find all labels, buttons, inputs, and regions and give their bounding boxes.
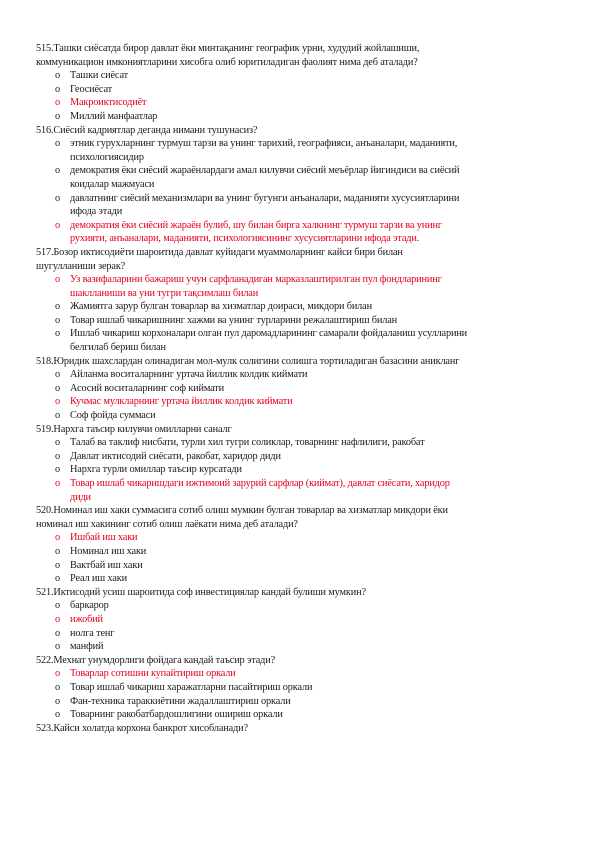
- answer-option-text: Кучмас мулкларнинг уртача йиллик колдик киймати: [70, 396, 293, 408]
- answer-option-text: Товарлар сотишни купайтириш оркали: [70, 668, 236, 680]
- answer-option: [36, 192, 564, 219]
- answer-option: [36, 69, 564, 83]
- answer-option-text: Нархга турли омиллар таъсир курсатади: [70, 464, 242, 476]
- answer-option-correct: [36, 477, 564, 504]
- bullet-marker: o: [55, 613, 60, 625]
- question-text: коммуникацион имкониятларини хисобга олиб юритиладиган фаолият нима деб аталади?: [36, 56, 418, 68]
- bullet-marker: o: [55, 314, 60, 326]
- answer-option-text: Миллий манфаатлар: [70, 110, 158, 122]
- question-text: 519.Нархга таъсир килувчи омилларни саналг: [36, 423, 232, 435]
- answer-option-text: демократия ёки сиёсий жараён булиб, шу билан бирга халкнинг турмуш тарзи ва унинг: [70, 219, 442, 231]
- question-text: шугулланиши зерак?: [36, 260, 126, 272]
- bullet-marker: o: [55, 97, 60, 109]
- answer-option-correct: [36, 395, 564, 409]
- bullet-marker: o: [55, 709, 60, 721]
- answer-option-text: ижобий: [70, 613, 103, 625]
- answer-option: [36, 463, 564, 477]
- answer-option-correct: [36, 219, 564, 246]
- bullet-marker: o: [55, 545, 60, 557]
- answer-option-correct: [36, 273, 564, 300]
- answer-option: [36, 450, 564, 464]
- answer-option-text: давлатнинг сиёсий механизмлари ва унинг бугунги анъаналари, маданияти хусусиятларини: [70, 192, 460, 204]
- answer-option-text: Геосиёсат: [70, 83, 112, 95]
- answer-option-text: Номинал иш хаки: [70, 545, 147, 557]
- bullet-marker: o: [55, 464, 60, 476]
- bullet-marker: o: [55, 138, 60, 150]
- bullet-marker: o: [55, 641, 60, 653]
- answer-option-text: Ташки сиёсат: [70, 70, 128, 82]
- answer-option-text: баркарор: [70, 600, 109, 612]
- bullet-marker: o: [55, 369, 60, 381]
- answer-option: [36, 436, 564, 450]
- answer-option-text: манфий: [70, 641, 104, 653]
- question-text: номинал иш хакининг сотиб олиш лаёкати нима деб аталади?: [36, 518, 298, 530]
- answer-option-text: демократия ёки сиёсий жараёнлардаги амал килувчи сиёсий меъёрлар йигиндиси ва сиёсий: [70, 165, 460, 177]
- answer-option: [36, 695, 564, 709]
- answer-option-correct: [36, 667, 564, 681]
- answer-option: [36, 572, 564, 586]
- answer-option-text: Ишбай иш хаки: [70, 532, 138, 544]
- question-text: 521.Иктисодий усиш шароитида соф инвестициялар кандай булиши мумкин?: [36, 586, 366, 598]
- answer-option-text: Соф фойда суммаси: [70, 410, 156, 422]
- question-text: 522.Мехнат унумдорлиги фойдага кандай таъсир этади?: [36, 654, 275, 666]
- answer-option: [36, 83, 564, 97]
- answer-option: [36, 545, 564, 559]
- bullet-marker: o: [55, 83, 60, 95]
- question-text: 518.Юридик шахслардан олинадиган мол-мулк солигини солишга тортиладиган базасини аникланг: [36, 355, 460, 367]
- answer-option-text: Уз вазифаларини бажариш учун сарфланадиган марказлаштирилган пул фондларининг: [70, 274, 442, 286]
- answer-option-text: Товар ишлаб чикаришдаги ижтимоий зарурий сарфлар (киймат), давлат сиёсати, харидор: [70, 478, 450, 489]
- answer-option: [36, 110, 564, 124]
- answer-option-text: Реал иш хаки: [70, 573, 127, 585]
- bullet-marker: o: [55, 382, 60, 394]
- answer-option-text: Товарнинг ракобатбардошлигини ошириш оркали: [70, 709, 283, 721]
- answer-option-text: Талаб ва таклиф нисбати, турли хил тугри соликлар, товарнинг нафлилиги, ракобат: [70, 437, 425, 449]
- bullet-marker: o: [55, 328, 60, 340]
- answer-option-text: диди: [70, 491, 91, 503]
- bullet-marker: o: [55, 559, 60, 571]
- bullet-marker: o: [55, 192, 60, 204]
- answer-option-correct: [36, 613, 564, 627]
- document-body: [36, 42, 564, 735]
- answer-option: [36, 559, 564, 573]
- answer-option-text: Жамиятга зарур булган товарлар ва хизматлар доираси, микдори билан: [70, 301, 372, 313]
- bullet-marker: o: [55, 274, 60, 286]
- bullet-marker: o: [55, 165, 60, 177]
- bullet-marker: o: [55, 478, 60, 489]
- bullet-marker: o: [55, 110, 60, 122]
- question-text: 516.Сиёсий кадриятлар деганда нимани тушунасиз?: [36, 124, 258, 136]
- bullet-marker: o: [55, 573, 60, 585]
- answer-option: [36, 681, 564, 695]
- bullet-marker: o: [55, 600, 60, 612]
- bullet-marker: o: [55, 70, 60, 82]
- bullet-marker: o: [55, 668, 60, 680]
- answer-option-text: коидалар мажмуаси: [70, 178, 155, 190]
- bullet-marker: o: [55, 695, 60, 707]
- answer-option: [36, 409, 564, 423]
- question-text: 515.Ташки сиёсатда бирор давлат ёки минтақанинг географик урни, худудий жойлашиши,: [36, 43, 420, 54]
- question-text: 523.Кайси холатда корхона банкрот хисобланади?: [36, 722, 248, 734]
- bullet-marker: o: [55, 450, 60, 462]
- answer-option-text: Давлат иктисодий сиёсати, ракобат, харидор диди: [70, 450, 281, 462]
- answer-option-text: шаклланиши ва уни тугри тақсимлаш билан: [70, 287, 259, 299]
- answer-option-text: психологиясидир: [70, 151, 144, 163]
- answer-option: [36, 137, 564, 164]
- answer-option-text: нолга тенг: [70, 627, 115, 639]
- answer-option-text: Макроиктисодиёт: [70, 97, 147, 109]
- question-text: 520.Номинал иш хаки суммасига сотиб олиш мумкин булган товарлар ва хизматлар микдори ёки: [36, 505, 448, 517]
- answer-option-text: Товар ишлаб чикариш харажатларни пасайтириш оркали: [70, 681, 313, 693]
- answer-option-text: этник гурухларнинг турмуш тарзи ва унинг тарихий, географияси, анъаналари, маданияти,: [70, 138, 458, 150]
- bullet-marker: o: [55, 437, 60, 449]
- bullet-marker: o: [55, 301, 60, 313]
- answer-option-text: Ишлаб чикариш корхоналари олган пул даромадларининг самарали фойдаланиш усулларини: [70, 328, 468, 340]
- answer-option: [36, 640, 564, 654]
- answer-option: [36, 314, 564, 328]
- answer-option: [36, 627, 564, 641]
- answer-option: [36, 327, 564, 354]
- answer-option-text: Фан-техника тараккиётини жадаллаштириш оркали: [70, 695, 291, 707]
- answer-option-text: рухияти, анъаналари, маданияти, психологиясининг хусусиятларини ифода этади.: [70, 233, 420, 245]
- answer-option: [36, 300, 564, 314]
- answer-option: [36, 382, 564, 396]
- answer-option-correct: [36, 96, 564, 110]
- bullet-marker: o: [55, 410, 60, 422]
- answer-option: [36, 164, 564, 191]
- answer-option-text: Айланма воситаларнинг уртача йиллик колдик киймати: [70, 369, 308, 381]
- answer-option-text: белгилаб бериш билан: [70, 342, 166, 354]
- bullet-marker: o: [55, 396, 60, 408]
- question-text: 517.Бозор иктисодиёти шароитида давлат куйидаги муаммоларнинг кайси бири билан: [36, 246, 403, 258]
- answer-option: [36, 708, 564, 722]
- answer-option-text: Вактбай иш хаки: [70, 559, 143, 571]
- answer-option-correct: [36, 531, 564, 545]
- answer-option: [36, 599, 564, 613]
- bullet-marker: o: [55, 219, 60, 231]
- answer-option: [36, 368, 564, 382]
- answer-option-text: Товар ишлаб чикаришнинг хажми ва унинг турларини режалаштириш билан: [70, 314, 398, 326]
- answer-option-text: ифода этади: [70, 206, 123, 218]
- bullet-marker: o: [55, 681, 60, 693]
- answer-option-text: Асосий воситаларнинг соф киймати: [70, 382, 225, 394]
- bullet-marker: o: [55, 532, 60, 544]
- bullet-marker: o: [55, 627, 60, 639]
